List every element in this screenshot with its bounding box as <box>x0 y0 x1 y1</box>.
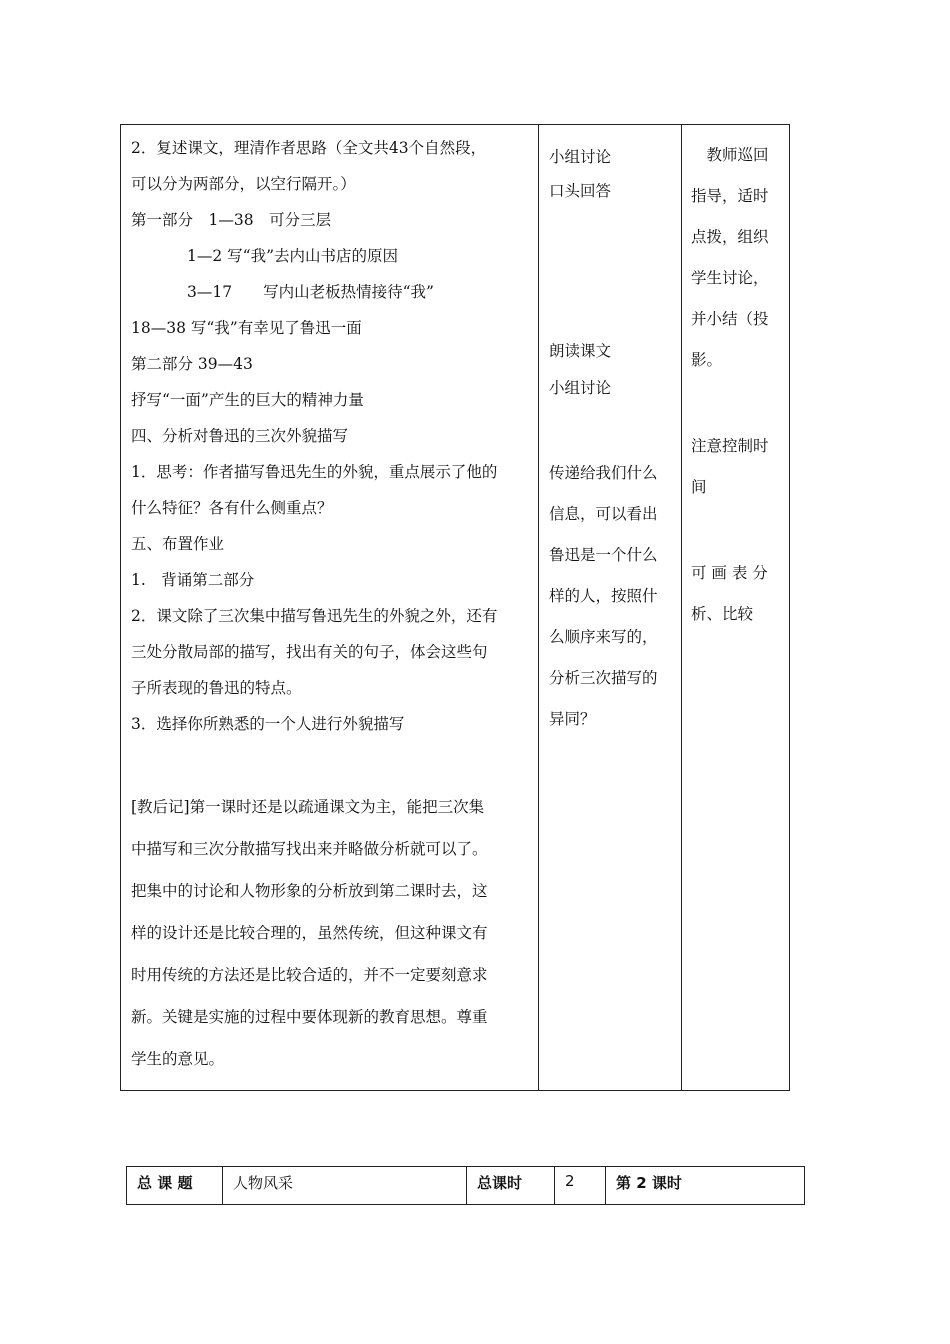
spacer <box>131 742 532 786</box>
content-line: 四、分析对鲁迅的三次外貌描写 <box>131 427 349 445</box>
content-line: 抒写“一面”产生的巨大的精神力量 <box>131 391 364 409</box>
lesson-plan-table <box>120 124 790 1091</box>
activity-line: 传递给我们什么 <box>549 464 658 482</box>
note-line: 间 <box>691 478 707 496</box>
content-line: 2．复述课文，理清作者思路（全文共43个自然段， <box>131 139 487 157</box>
teacher-notes-column <box>682 125 790 1090</box>
note-line: 影。 <box>691 351 723 369</box>
activity-line: 小组讨论 <box>549 379 612 397</box>
reflection-line: 新。关键是实施的过程中要体现新的教育思想。尊重 <box>131 1008 488 1026</box>
activity-line: 小组讨论 <box>549 148 612 166</box>
reflection-line: 时用传统的方法还是比较合适的，并不一定要刻意求 <box>131 966 488 984</box>
content-line: 五、布置作业 <box>131 535 225 553</box>
content-line: 什么特征？各有什么侧重点？ <box>131 499 333 517</box>
content-line: 1—2 写“我”去内山书店的原因 <box>187 247 398 265</box>
reflection-line: 中描写和三次分散描写找出来并略做分析就可以了。 <box>131 840 488 858</box>
topic-value: 人物风采 <box>223 1167 467 1204</box>
activity-line: 朗读课文 <box>549 342 612 360</box>
content-line: 3—17 写内山老板热情接待“我” <box>187 283 434 301</box>
content-line: 可以分为两部分，以空行隔开。） <box>131 175 356 193</box>
lesson-number: 第 2 课时 <box>616 1174 682 1192</box>
note-line: 教师巡回 <box>691 146 769 164</box>
content-line: 三处分散局部的描写，找出有关的句子，体会这些句 <box>131 643 488 661</box>
total-hours-label: 总课时 <box>467 1167 555 1204</box>
content-line: 18—38 写“我”有幸见了鲁迅一面 <box>131 319 362 337</box>
course-info-table <box>126 1166 805 1205</box>
reflection-line: [教后记]第一课时还是以疏通课文为主，能把三次集 <box>131 798 485 816</box>
note-line: 点拨，组织 <box>691 228 769 246</box>
content-line: 第二部分 39—43 <box>131 355 253 373</box>
reflection-line: 样的设计还是比较合理的，虽然传统，但这种课文有 <box>131 924 488 942</box>
teaching-content-column <box>121 125 539 1090</box>
note-line: 学生讨论， <box>691 269 769 287</box>
activity-line: 分析三次描写的 <box>549 669 658 687</box>
note-line: 析、比较 <box>691 605 754 623</box>
activity-line: 异同？ <box>549 710 596 728</box>
content-line: 1．思考：作者描写鲁迅先生的外貌，重点展示了他的 <box>131 463 498 481</box>
topic-label: 总 课 题 <box>127 1167 223 1204</box>
activity-line: 鲁迅是一个什么 <box>549 546 658 564</box>
note-line: 指导，适时 <box>691 187 769 205</box>
content-line: 第一部分 1—38 可分三层 <box>131 211 332 229</box>
activity-line: 样的人，按照什 <box>549 587 658 605</box>
reflection-line: 学生的意见。 <box>131 1050 225 1068</box>
content-line: 1. 背诵第二部分 <box>131 571 255 589</box>
content-line: 子所表现的鲁迅的特点。 <box>131 679 302 697</box>
total-hours-value: 2 <box>555 1167 606 1204</box>
note-line: 并小结（投 <box>691 310 769 328</box>
content-line: 3．选择你所熟悉的一个人进行外貌描写 <box>131 715 405 733</box>
reflection-line: 把集中的讨论和人物形象的分析放到第二课时去，这 <box>131 882 488 900</box>
note-line: 注意控制时 <box>691 437 769 455</box>
note-line: 可 画 表 分 <box>691 564 768 582</box>
student-activity-column <box>539 125 682 1090</box>
activity-line: 口头回答 <box>549 182 612 200</box>
activity-line: 么顺序来写的， <box>549 628 658 646</box>
content-line: 2．课文除了三次集中描写鲁迅先生的外貌之外，还有 <box>131 607 498 625</box>
activity-line: 信息，可以看出 <box>549 505 658 523</box>
